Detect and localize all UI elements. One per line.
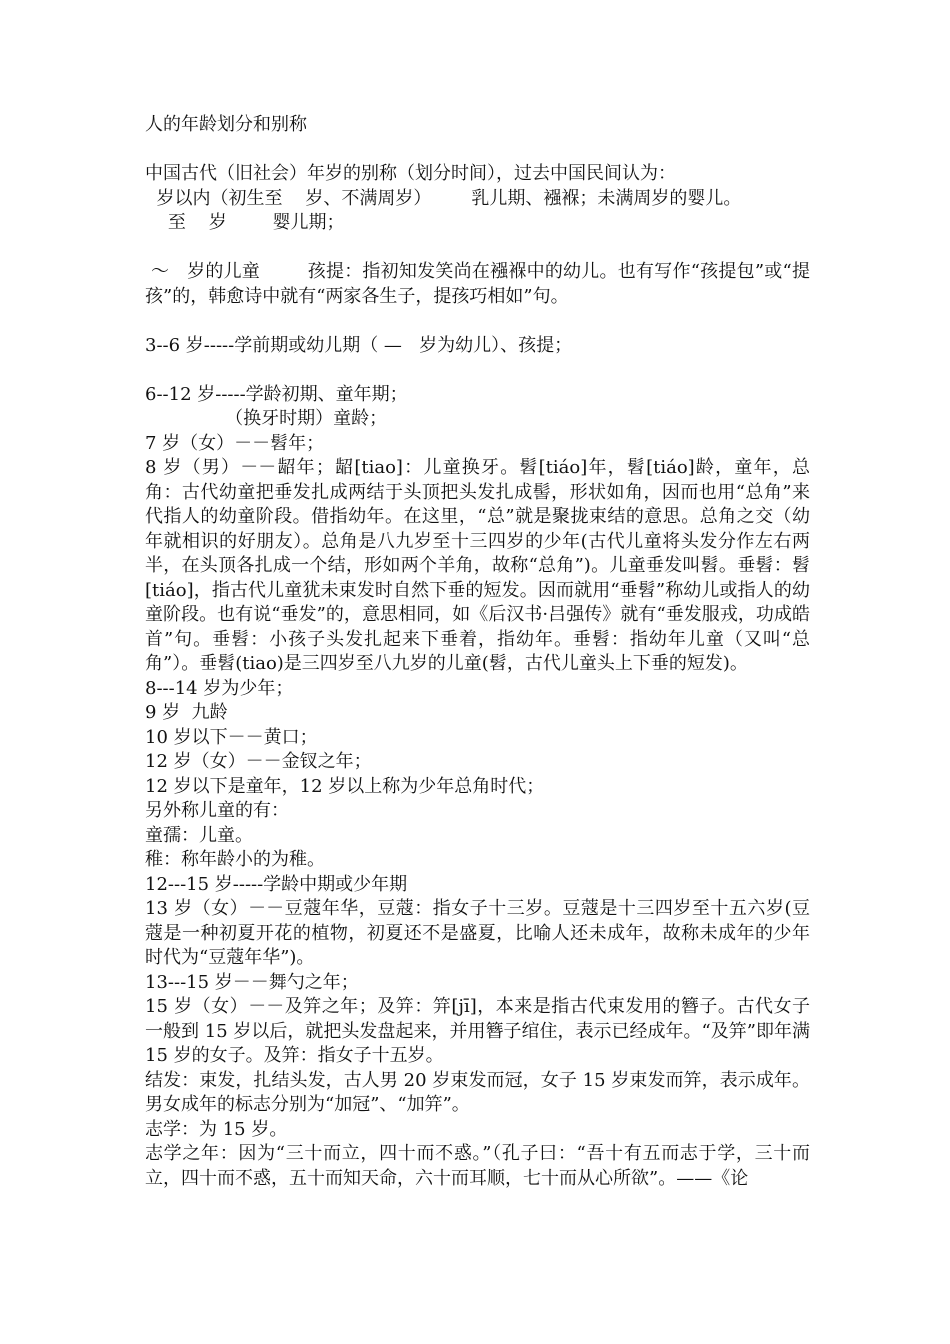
term-zhixue-zhinian: 志学之年：因为“三十而立，四十而不惑。”（孔子曰：“吾十有五而志于学，三十而立，四十而不惑，五十而知天命，六十而耳顺，七十而从心所欲”。——《论: [145, 1143, 810, 1189]
age-row-infant: 岁以内（初生至 岁、不满周岁） 乳儿期、襁褓；未满周岁的婴儿。: [145, 187, 742, 209]
blank-line: [145, 358, 810, 383]
intro-paragraph: 中国古代（旧社会）年岁的别称（划分时间），过去中国民间认为：: [145, 163, 676, 184]
age-row-8-14: 8---14 岁为少年；: [145, 677, 294, 699]
age-row-12-15: 12---15 岁-----学龄中期或少年期: [145, 873, 408, 895]
blank-line: [145, 236, 810, 261]
age-row-9: 9 岁 九龄: [145, 702, 228, 723]
term-zhi: 稚：称年龄小的为稚。: [145, 849, 325, 870]
age-row-12-female: 12 岁（女）－－金钗之年；: [145, 751, 372, 772]
term-tongru: 童孺：儿童。: [145, 824, 253, 846]
age-row-haiti: ～ 岁的儿童 孩提：指初知发笑尚在襁褓中的幼儿。也有写作“孩提包”或“提孩”的，韩愈诗中就有“两家各生子，提孩巧相如”句。: [145, 261, 810, 307]
document-title: 人的年龄划分和别称: [145, 114, 307, 135]
age-row-10: 10 岁以下－－黄口；: [145, 726, 318, 748]
document-body: [145, 113, 816, 1191]
age-row-13: 13 岁（女）－－豆蔻年华，豆蔻：指女子十三岁。豆蔻是十三四岁至十五六岁(豆蔻是一种初夏开花的植物，初夏还不是盛夏，比喻人还未成年，故称未成年的少年时代为“豆蔻年华”)。: [145, 898, 810, 968]
age-row-school-early: 6--12 岁-----学龄初期、童年期；: [145, 383, 408, 405]
age-row-8: 8 岁（男）－－龆年；龆[tiao]：儿童换牙。髫[tiáo]年，髫[tiáo]龄，童年，总角：古代幼童把垂发扎成两结于头顶把头发扎成髻，形状如角，因而也用“总角”来代指人的幼童阶段。借指幼年。在这里，“总”就是聚拢束结的意思。总角之交（幼年就相识的好朋友）。总角是八九岁至十三四岁的少年(古代儿童将头发分作左右两半，在头顶各扎成一个结，形如两个羊角，故称“总角”)。儿童垂发叫髫。垂髫：髫[tiáo]，指古代儿童犹未束发时自然下垂的短发。因而就用“垂髫”称幼儿或指人的幼童阶段。也有说“垂发”的，意思相同，如《后汉书·吕强传》就有“垂发服戎，功成皓首”句。垂髫：小孩子头发扎起来下垂着，指幼年。垂髫：指幼年儿童（又叫“总角”）。垂髫(tiao)是三四岁至八九岁的儿童(髫，古代儿童头上下垂的短发)。: [145, 457, 810, 674]
age-row-baby: 至 岁 婴儿期；: [145, 212, 345, 233]
age-row-preschool: 3--6 岁-----学前期或幼儿期（ — 岁为幼儿）、孩提；: [145, 334, 573, 356]
blank-line: [145, 138, 810, 163]
age-row-15: 15 岁（女）－－及笄之年；及笄：笄[jī]，本来是指古代束发用的簪子。古代女子一般到 15 岁以后，就把头发盘起来，并用簪子绾住，表示已经成年。“及笄”即年满 15 岁的女子。及笄：指女子十五岁。: [145, 996, 816, 1066]
age-row-13-15: 13---15 岁－－舞勺之年；: [145, 971, 359, 993]
age-row-12: 12 岁以下是童年，12 岁以上称为少年总角时代；: [145, 775, 545, 797]
blank-line: [145, 309, 810, 334]
age-row-7: 7 岁（女）－－髫年；: [145, 432, 325, 454]
age-row-tooth: （换牙时期）童龄；: [145, 408, 388, 429]
term-zhixue: 志学：为 15 岁。: [145, 1118, 288, 1140]
other-names-heading: 另外称儿童的有：: [145, 800, 289, 821]
term-jiefa: 结发：束发，扎结头发，古人男 20 岁束发而冠，女子 15 岁束发而笄，表示成年。男女成年的标志分别为“加冠”、“加笄”。: [145, 1069, 810, 1115]
